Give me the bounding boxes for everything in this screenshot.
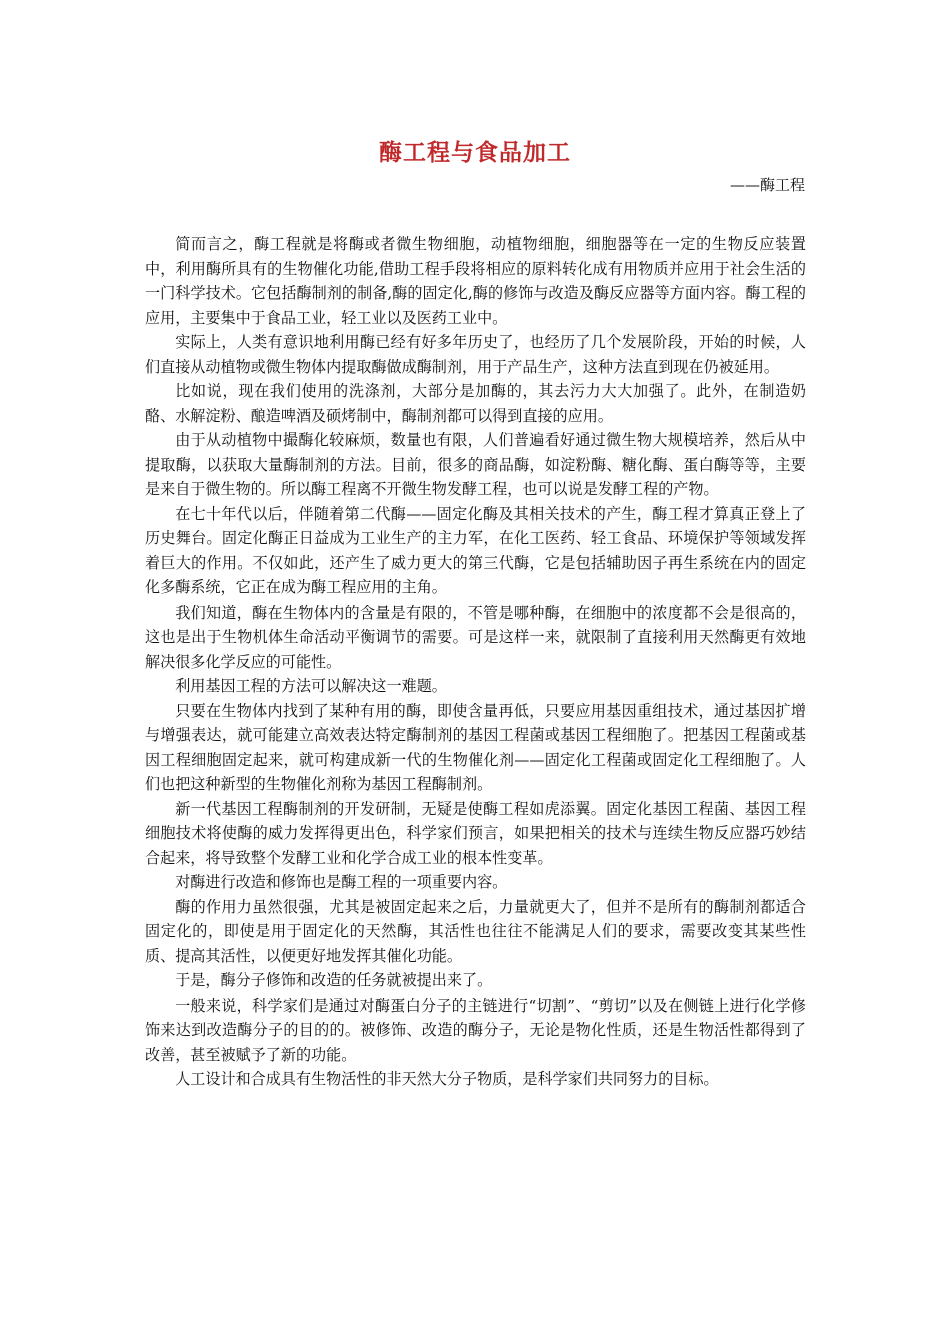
paragraph-13: 一般来说，科学家们是通过对酶蛋白分子的主链进行“切割”、“剪切”以及在侧链上进行化学修饰来达到改造酶分子的目的的。被修饰、改造的酶分子，无论是物化性质，还是生物活性都得到了改善，甚至被赋予了新的功能。 (145, 996, 806, 1064)
document-body (145, 232, 806, 1092)
paragraph-12: 于是，酶分子修饰和改造的任务就被提出来了。 (175, 971, 493, 989)
document-title: 酶工程与食品加工 (379, 140, 571, 166)
paragraph-5: 在七十年代以后，伴随着第二代酶——固定化酶及其相关技术的产生，酶工程才算真正登上了历史舞台。固定化酶正日益成为工业生产的主力军，在化工医药、轻工食品、环境保护等领域发挥着巨大的作用。不仅如此，还产生了威力更大的第三代酶，它是包括辅助因子再生系统在内的固定化多酶系统，它正在成为酶工程应用的主角。 (145, 504, 806, 596)
paragraph-8: 只要在生物体内找到了某种有用的酶，即使含量再低，只要应用基因重组技术，通过基因扩增与增强表达，就可能建立高效表达特定酶制剂的基因工程菌或基因工程细胞了。把基因工程菌或基因工程细胞固定起来，就可构建成新一代的生物催化剂——固定化工程菌或固定化工程细胞了。人们也把这种新型的生物催化剂称为基因工程酶制剂。 (145, 701, 806, 793)
paragraph-3: 比如说，现在我们使用的洗涤剂，大部分是加酶的，其去污力大大加强了。此外，在制造奶酪、水解淀粉、酿造啤酒及硕烤制中，酶制剂都可以得到直接的应用。 (145, 382, 806, 425)
paragraph-2: 实际上，人类有意识地利用酶已经有好多年历史了，也经历了几个发展阶段，开始的时候，人们直接从动植物或微生物体内提取酶做成酶制剂，用于产品生产，这种方法直到现在仍被延用。 (145, 333, 806, 376)
paragraph-4: 由于从动植物中撮酶化较麻烦，数量也有限，人们普遍看好通过微生物大规模培养，然后从中提取酶，以获取大量酶制剂的方法。目前，很多的商品酶，如淀粉酶、糖化酶、蛋白酶等等，主要是来自于微生物的。所以酶工程离不开微生物发酵工程，也可以说是发酵工程的产物。 (145, 431, 806, 498)
paragraph-1: 简而言之，酶工程就是将酶或者微生物细胞，动植物细胞，细胞器等在一定的生物反应装置中，利用酶所具有的生物催化功能,借助工程手段将相应的原料转化成有用物质并应用于社会生活的一门科学技术。它包括酶制剂的制备,酶的固定化,酶的修饰与改造及酶反应器等方面内容。酶工程的应用，主要集中于食品工业，轻工业以及医药工业中。 (145, 235, 806, 327)
paragraph-7: 利用基因工程的方法可以解决这一难题。 (175, 677, 447, 695)
paragraph-9: 新一代基因工程酶制剂的开发研制，无疑是使酶工程如虎添翼。固定化基因工程菌、基因工程细胞技术将使酶的威力发挥得更出色，科学家们预言，如果把相关的技术与连续生物反应器巧妙结合起来，将导致整个发酵工业和化学合成工业的根本性变革。 (145, 799, 806, 867)
document-subtitle: ——酶工程 (729, 176, 805, 194)
paragraph-10: 对酶进行改造和修饰也是酶工程的一项重要内容。 (175, 873, 508, 891)
paragraph-14: 人工设计和合成具有生物活性的非天然大分子物质，是科学家们共同努力的目标。 (175, 1070, 719, 1088)
paragraph-11: 酶的作用力虽然很强，尤其是被固定起来之后，力量就更大了，但并不是所有的酶制剂都适合固定化的，即使是用于固定化的天然酶，其活性也往往不能满足人们的要求，需要改变其某些性质、提高其活性，以便更好地发挥其催化功能。 (145, 897, 806, 965)
paragraph-6: 我们知道，酶在生物体内的含量是有限的，不管是哪种酶，在细胞中的浓度都不会是很高的，这也是出于生物机体生命活动平衡调节的需要。可是这样一来，就限制了直接利用天然酶更有效地解决很多化学反应的可能性。 (145, 603, 806, 671)
